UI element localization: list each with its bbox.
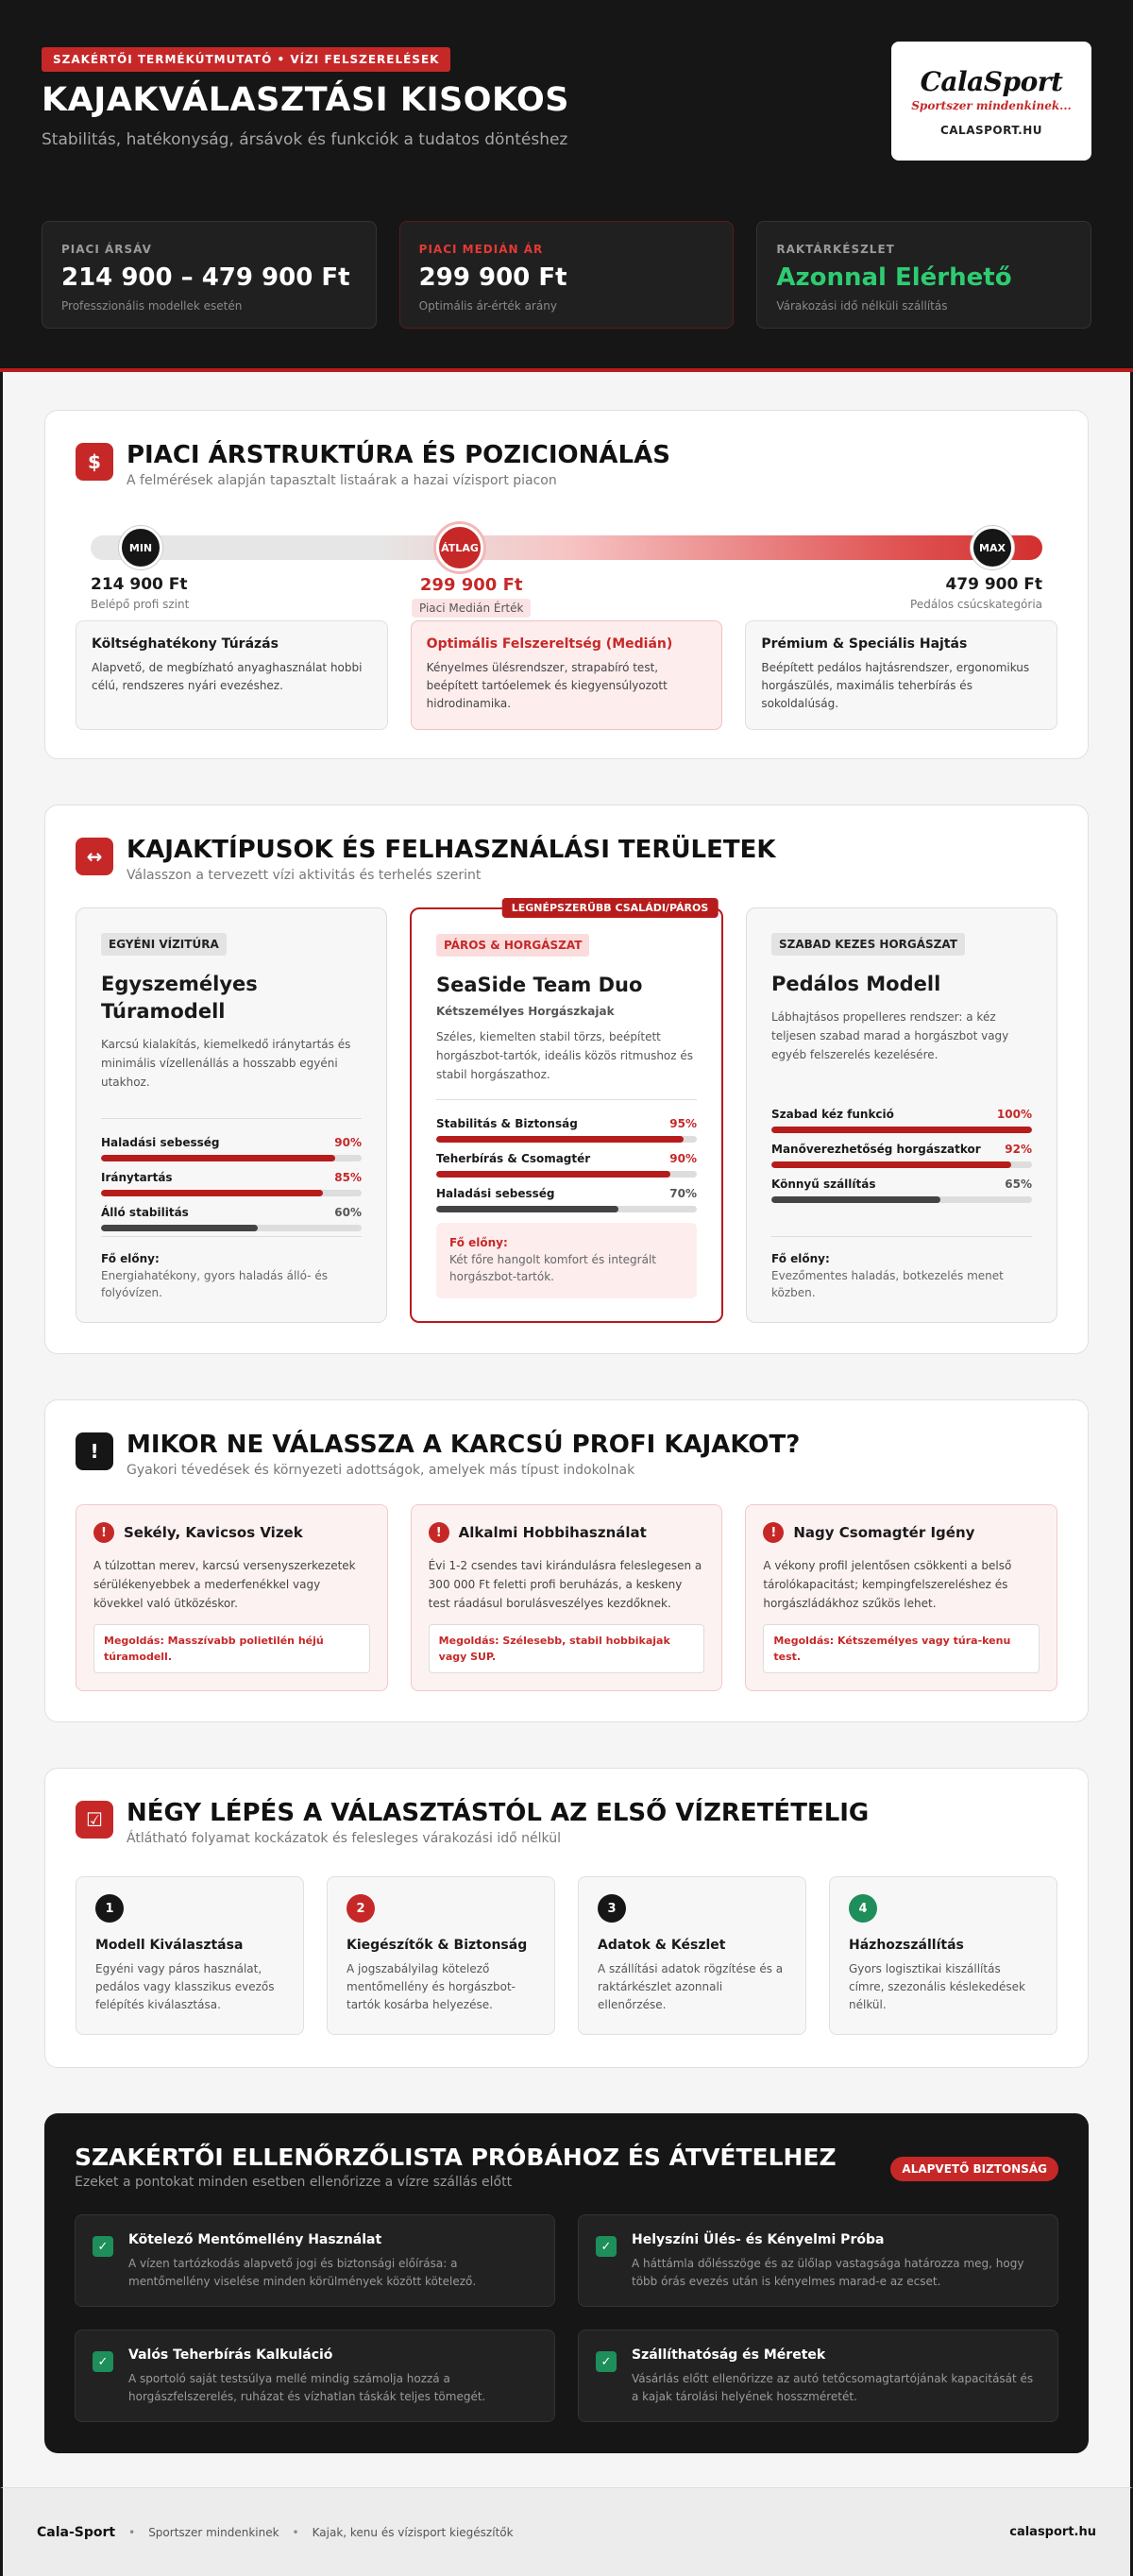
- rating-fill: [771, 1161, 1011, 1168]
- kayak-card-solo[interactable]: [76, 907, 387, 1323]
- rating-bar: [101, 1206, 362, 1231]
- section-title: MIKOR NE VÁLASSZA A KARCSÚ PROFI KAJAKOT?: [127, 1431, 801, 1459]
- popular-badge: LEGNÉPSZERŰBB CSALÁDI/PÁROS: [502, 898, 719, 918]
- rating-value: 65%: [1005, 1178, 1032, 1191]
- checklist-item-desc: A vízen tartózkodás alapvető jogi és biztonsági előírása: a mentőmellény viselése minden körülmények között kötelező.: [128, 2257, 477, 2288]
- rating-value: 90%: [669, 1152, 697, 1165]
- warning-solution: Megoldás: Masszívabb polietilén héjú túramodell.: [93, 1624, 370, 1673]
- price-range-track: [91, 535, 1042, 560]
- warning-title: Sekély, Kavicsos Vizek: [124, 1524, 303, 1541]
- stat-label: PIACI ÁRSÁV: [61, 243, 152, 256]
- check-icon: ✓: [596, 2236, 617, 2257]
- footer-brand: Cala-Sport: [37, 2524, 116, 2540]
- arrows-icon: ↔: [76, 838, 113, 875]
- warning-cards: [76, 1504, 1057, 1691]
- warning-card: [745, 1504, 1057, 1691]
- rating-bar: [436, 1187, 697, 1212]
- kayak-name: SeaSide Team Duo: [436, 974, 643, 996]
- min-label: [91, 575, 189, 611]
- safety-badge: ALAPVETŐ BIZTONSÁG: [890, 2157, 1058, 2181]
- rating-label: Haladási sebesség: [436, 1187, 555, 1200]
- rating-bar: [771, 1108, 1032, 1133]
- stat-card-stock: [756, 221, 1091, 329]
- kayak-name: Egyszemélyes Túramodell: [101, 973, 258, 1023]
- rating-fill: [771, 1196, 940, 1203]
- rating-value: 70%: [669, 1187, 697, 1200]
- rating-value: 95%: [669, 1117, 697, 1130]
- step-card: [829, 1876, 1057, 2035]
- kayak-tag: PÁROS & HORGÁSZAT: [436, 934, 589, 957]
- step-desc: Egyéni vagy páros használat, pedálos vagy klasszikus evezős felépítés kiválasztása.: [95, 1962, 275, 2011]
- section-title: PIACI ÁRSTRUKTÚRA ÉS POZICIONÁLÁS: [127, 441, 670, 469]
- main-content: [0, 372, 1133, 2544]
- step-title: Kiegészítők & Biztonság: [347, 1938, 528, 1953]
- check-icon: ✓: [93, 2236, 113, 2257]
- warning-desc: A túlzottan merev, karcsú versenyszerkezetek sérülékenyebbek a mederfenékkel vagy kövekkel való ütközéskor.: [93, 1559, 356, 1610]
- range-labels: [91, 560, 1042, 620]
- tier-desc: Alapvető, de megbízható anyaghasználat hobbi célú, rendszeres nyári evezéshez.: [92, 661, 363, 692]
- footer-separator: •: [128, 2525, 136, 2539]
- section-header: [76, 1431, 1057, 1478]
- checklist-item-title: Kötelező Mentőmellény Használat: [128, 2232, 382, 2247]
- warning-desc: Évi 1-2 csendes tavi kirándulásra feleslegesen a 300 000 Ft feletti profi beruházás, a keskeny test ráadásul borulásveszélyes kezdőknek.: [428, 1559, 702, 1610]
- kayak-advantage: [771, 1236, 1032, 1301]
- rating-bar: [436, 1152, 697, 1178]
- section-subtitle: Átlátható folyamat kockázatok és felesleges várakozási idő nélkül: [127, 1831, 561, 1846]
- step-desc: Gyors logisztikai kiszállítás címre, szezonális késlekedések nélkül.: [849, 1962, 1025, 2011]
- kayak-advantage: [101, 1236, 362, 1301]
- warning-solution: Megoldás: Kétszemélyes vagy túra-kenu test.: [763, 1624, 1040, 1673]
- rating-fill: [101, 1155, 335, 1161]
- checklist-item-desc: A sportoló saját testsúlya mellé mindig számolja hozzá a horgászfelszerelés, ruházat és vízhatlan táskák teljes tömegét.: [128, 2372, 486, 2403]
- max-caption: Pedálos csúcskategória: [910, 598, 1042, 611]
- tier-card-median: [411, 620, 723, 730]
- warning-card: [76, 1504, 388, 1691]
- section-title: NÉGY LÉPÉS A VÁLASZTÁSTÓL AZ ELSŐ VÍZRETÉTELIG: [127, 1799, 870, 1827]
- rating-bar: [101, 1136, 362, 1161]
- logo-url: CALASPORT.HU: [939, 124, 1043, 137]
- stat-note: Optimális ár-érték arány: [418, 299, 557, 313]
- advantage-label: Fő előny:: [449, 1236, 508, 1249]
- checklist-item: [578, 2214, 1058, 2307]
- kayak-ratings: [436, 1099, 697, 1212]
- check-icon: ✓: [93, 2351, 113, 2372]
- stat-value: 214 900 – 479 900 Ft: [61, 263, 350, 292]
- checklist-item-title: Valós Teherbírás Kalkuláció: [128, 2347, 333, 2363]
- footer-url-link[interactable]: calasport.hu: [1009, 2525, 1096, 2539]
- stat-note: Professzionális modellek esetén: [61, 299, 243, 313]
- warning-icon: !: [429, 1522, 449, 1543]
- checklist-subtitle: Ezeket a pontokat minden esetben ellenőrizze a vízre szállás előtt: [75, 2175, 513, 2190]
- kayak-desc: Karcsú kialakítás, kiemelkedő iránytartás és minimális vízellenállás a hosszabb egyéni utakhoz.: [101, 1038, 351, 1089]
- kayak-ratings: [771, 1091, 1032, 1203]
- warning-desc: A vékony profil jelentősen csökkenti a belső tárolókapacitást; kempingfelszereléshez és horgászládákhoz szűkös lehet.: [763, 1559, 1012, 1610]
- kayak-desc: Lábhajtásos propelleres rendszer: a kéz teljesen szabad marad a horgászbot vagy egyéb felszerelés kezelésére.: [771, 1010, 1009, 1061]
- section-title: KAJAKTÍPUSOK ÉS FELHASZNÁLÁSI TERÜLETEK: [127, 836, 776, 864]
- tier-title: Prémium & Speciális Hajtás: [761, 636, 968, 652]
- warning-solution: Megoldás: Szélesebb, stabil hobbikajak vagy SUP.: [429, 1624, 705, 1673]
- rating-bar: [771, 1143, 1032, 1168]
- tier-desc: Kényelmes ülésrendszer, strapabíró test, beépített tartóelemek és kiegyensúlyozott hidrodinamika.: [426, 661, 668, 710]
- rating-value: 90%: [334, 1136, 362, 1149]
- alert-icon: !: [76, 1432, 113, 1470]
- advantage-label: Fő előny:: [101, 1252, 160, 1265]
- warning-title: Alkalmi Hobbihasználat: [458, 1524, 647, 1541]
- step-cards: [76, 1876, 1057, 2035]
- rating-value: 60%: [334, 1206, 362, 1219]
- rating-bar: [436, 1117, 697, 1143]
- checklist-item: [75, 2330, 555, 2422]
- rating-label: Teherbírás & Csomagtér: [436, 1152, 591, 1165]
- step-desc: A szállítási adatok rögzítése és a raktárkészlet azonnali ellenőrzése.: [598, 1962, 784, 2011]
- checklist-section: [44, 2113, 1089, 2453]
- rating-label: Haladási sebesség: [101, 1136, 220, 1149]
- logo-brand: CalaSport: [920, 66, 1063, 97]
- advantage-text: Energiahatékony, gyors haladás álló- és folyóvízen.: [101, 1269, 328, 1299]
- calasport-logo[interactable]: [891, 42, 1091, 161]
- footer-slogan: Sportszer mindenkinek: [148, 2525, 279, 2539]
- advantage-text: Evezőmentes haladás, botkezelés menet közben.: [771, 1269, 1004, 1299]
- avg-label: [412, 575, 531, 618]
- step-title: Adatok & Készlet: [598, 1938, 726, 1953]
- stats-row: [42, 221, 1091, 329]
- tier-desc: Beépített pedálos hajtásrendszer, ergonomikus horgászülés, maximális teherbírás és sokoldalúság.: [761, 661, 1030, 710]
- stat-label: RAKTÁRKÉSZLET: [776, 243, 895, 256]
- rating-label: Könnyű szállítás: [771, 1178, 876, 1191]
- check-icon: ✓: [596, 2351, 617, 2372]
- kayak-advantage: [436, 1223, 697, 1298]
- tier-title: Költséghatékony Túrázás: [92, 636, 279, 652]
- warning-title: Nagy Csomagtér Igény: [793, 1524, 975, 1541]
- max-marker: MAX: [971, 526, 1014, 569]
- checklist-item-title: Szállíthatóság és Méretek: [632, 2347, 826, 2363]
- warning-card: [411, 1504, 723, 1691]
- tier-title: Optimális Felszereltség (Medián): [426, 636, 673, 652]
- max-label: [910, 575, 1042, 611]
- page-subtitle: Stabilitás, hatékonyság, ársávok és funkciók a tudatos döntéshez: [42, 130, 568, 149]
- advantage-text: Két főre hangolt komfort és integrált horgászbot-tartók.: [449, 1253, 656, 1283]
- rating-label: Álló stabilitás: [101, 1206, 189, 1219]
- step-card: [327, 1876, 555, 2035]
- rating-value: 92%: [1005, 1143, 1032, 1156]
- step-number: 4: [849, 1894, 877, 1923]
- warning-icon: !: [763, 1522, 784, 1543]
- section-subtitle: Gyakori tévedések és környezeti adottságok, amelyek más típust indokolnak: [127, 1463, 635, 1478]
- stat-card-median: [399, 221, 735, 329]
- stat-value: 299 900 Ft: [418, 263, 567, 292]
- avg-caption: Piaci Medián Érték: [412, 599, 531, 618]
- kayak-ratings: [101, 1118, 362, 1231]
- rating-label: Szabad kéz funkció: [771, 1108, 894, 1121]
- page-footer: [0, 2487, 1133, 2576]
- max-price: 479 900 Ft: [945, 575, 1042, 594]
- stat-card-price-range: [42, 221, 377, 329]
- stat-note: Várakozási idő nélküli szállítás: [776, 299, 948, 313]
- rating-fill: [101, 1225, 258, 1231]
- price-structure-section: [44, 410, 1089, 759]
- section-header: [76, 441, 1057, 488]
- step-number: 1: [95, 1894, 124, 1923]
- step-number: 2: [347, 1894, 375, 1923]
- rating-bar: [771, 1178, 1032, 1203]
- kayak-name: Pedálos Modell: [771, 973, 941, 995]
- rating-fill: [436, 1171, 670, 1178]
- advantage-label: Fő előny:: [771, 1252, 830, 1265]
- tier-card: [745, 620, 1057, 730]
- checkbox-icon: ☑: [76, 1801, 113, 1839]
- footer-separator: •: [292, 2525, 299, 2539]
- kayak-cards: [76, 902, 1057, 1323]
- steps-section: [44, 1768, 1089, 2068]
- avg-marker: ÁTLAG: [436, 524, 483, 571]
- page-header: [0, 0, 1133, 372]
- stat-value: Azonnal Elérhető: [776, 263, 1012, 292]
- rating-label: Iránytartás: [101, 1171, 173, 1184]
- checklist-item: [578, 2330, 1058, 2422]
- checklist-item-desc: Vásárlás előtt ellenőrizze az autó tetőcsomagtartójának kapacitását és a kajak tárolási helyének hosszméretét.: [632, 2372, 1034, 2403]
- kayak-tag: EGYÉNI VÍZITÚRA: [101, 933, 227, 956]
- step-number: 3: [598, 1894, 626, 1923]
- checklist-title: SZAKÉRTŐI ELLENŐRZŐLISTA PRÓBÁHOZ ÉS ÁTVÉTELHEZ: [75, 2144, 837, 2171]
- page-title: KAJAKVÁLASZTÁSI KISOKOS: [42, 81, 569, 119]
- price-tiers: [76, 620, 1057, 730]
- section-header: [76, 1799, 1057, 1846]
- warnings-section: [44, 1399, 1089, 1722]
- kayak-card-pedal[interactable]: [746, 907, 1057, 1323]
- rating-value: 85%: [334, 1171, 362, 1184]
- tier-card: [76, 620, 388, 730]
- rating-fill: [436, 1136, 684, 1143]
- rating-label: Stabilitás & Biztonság: [436, 1117, 578, 1130]
- rating-fill: [771, 1127, 1032, 1133]
- checklist-grid: [75, 2214, 1058, 2422]
- rating-label: Manőverezhetőség horgászatkor: [771, 1143, 981, 1156]
- kayak-card-duo[interactable]: [410, 902, 723, 1323]
- step-desc: A jogszabályilag kötelező mentőmellény és horgászbot-tartók kosárba helyezése.: [347, 1962, 516, 2011]
- min-marker: MIN: [119, 526, 162, 569]
- footer-desc: Kajak, kenu és vízisport kiegészítők: [312, 2525, 514, 2539]
- checklist-item: [75, 2214, 555, 2307]
- kayak-kind: Kétszemélyes Horgászkajak: [436, 1005, 615, 1018]
- step-title: Modell Kiválasztása: [95, 1938, 244, 1953]
- kayak-types-section: [44, 805, 1089, 1354]
- warning-icon: !: [93, 1522, 114, 1543]
- section-header: [76, 836, 1057, 883]
- rating-bar: [101, 1171, 362, 1196]
- step-card: [578, 1876, 806, 2035]
- stat-label: PIACI MEDIÁN ÁR: [418, 243, 544, 256]
- rating-value: 100%: [996, 1108, 1032, 1121]
- rating-fill: [436, 1206, 618, 1212]
- dollar-icon: $: [76, 443, 113, 481]
- kicker-badge: SZAKÉRTŐI TERMÉKÚTMUTATÓ • VÍZI FELSZERELÉSEK: [42, 47, 450, 72]
- rating-fill: [101, 1190, 323, 1196]
- avg-price: 299 900 Ft: [419, 575, 523, 595]
- kayak-desc: Széles, kiemelten stabil törzs, beépített horgászbot-tartók, ideális közös ritmushoz és stabil horgászathoz.: [436, 1030, 694, 1081]
- section-subtitle: Válasszon a tervezett vízi aktivitás és terhelés szerint: [127, 868, 482, 883]
- step-card: [76, 1876, 304, 2035]
- logo-tagline: Sportszer mindenkinek...: [911, 99, 1072, 112]
- checklist-item-title: Helyszíni Ülés- és Kényelmi Próba: [632, 2232, 885, 2247]
- step-title: Házhozszállítás: [849, 1938, 964, 1953]
- min-price: 214 900 Ft: [91, 575, 188, 594]
- kayak-tag: SZABAD KEZES HORGÁSZAT: [771, 933, 965, 956]
- section-subtitle: A felmérések alapján tapasztalt listaárak a hazai vízisport piacon: [127, 473, 557, 488]
- min-caption: Belépő profi szint: [91, 598, 190, 611]
- checklist-item-desc: A háttámla dőlésszöge és az ülőlap vastagsága határozza meg, hogy több órás evezés után is kényelmes marad-e az ecset.: [632, 2257, 1024, 2288]
